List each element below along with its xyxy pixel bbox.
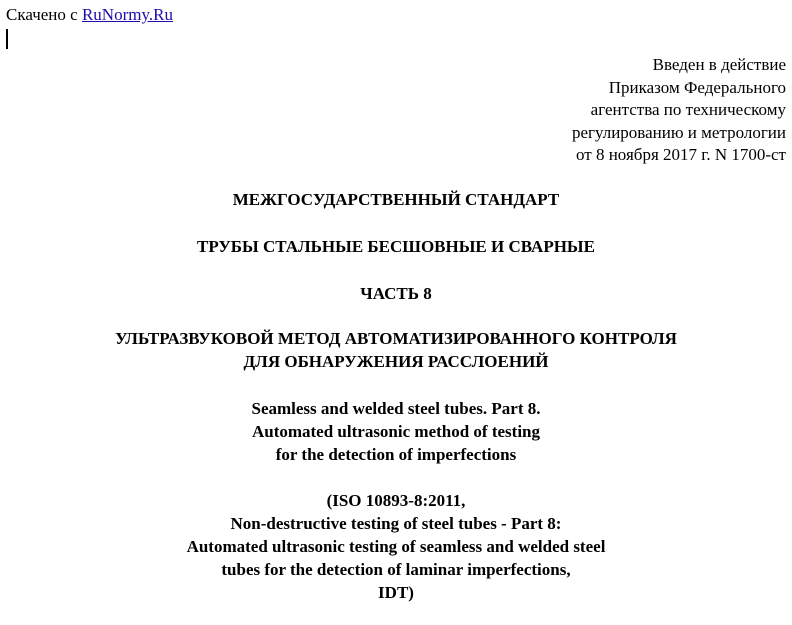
iso-line: tubes for the detection of laminar imperfections, xyxy=(221,560,571,579)
english-title-line: Seamless and welded steel tubes. Part 8. xyxy=(251,399,541,418)
iso-reference-block xyxy=(0,489,792,604)
subtitle-line: ДЛЯ ОБНАРУЖЕНИЯ РАССЛОЕНИЙ xyxy=(243,352,549,371)
document-title: ТРУБЫ СТАЛЬНЫЕ БЕСШОВНЫЕ И СВАРНЫЕ xyxy=(197,237,595,256)
enactment-line: регулированию и метрологии xyxy=(571,122,786,142)
part-heading xyxy=(0,282,792,305)
enactment-note xyxy=(572,54,786,167)
subtitle-line: УЛЬТРАЗВУКОВОЙ МЕТОД АВТОМАТИЗИРОВАННОГО КОНТРОЛЯ xyxy=(115,329,677,348)
download-source-prefix: Скачено с xyxy=(6,5,82,24)
enactment-line: агентства по техническому xyxy=(590,100,786,119)
document-title-heading xyxy=(0,235,792,258)
subtitle-heading xyxy=(0,327,792,373)
runormy-link[interactable]: RuNormy.Ru xyxy=(81,5,173,24)
iso-line: IDT) xyxy=(378,583,414,602)
enactment-line: Введен в действие xyxy=(652,55,786,74)
iso-line: (ISO 10893-8:2011, xyxy=(326,491,466,510)
iso-line: Non-destructive testing of steel tubes - Part 8: xyxy=(230,514,562,533)
english-title-line: for the detection of imperfections xyxy=(275,445,517,464)
enactment-line: Приказом Федерального xyxy=(608,77,786,97)
text-cursor xyxy=(6,29,8,49)
download-source-line xyxy=(6,5,173,25)
part-number: ЧАСТЬ 8 xyxy=(360,284,432,303)
standard-type: МЕЖГОСУДАРСТВЕННЫЙ СТАНДАРТ xyxy=(232,190,560,209)
standard-type-heading xyxy=(0,188,792,211)
enactment-line: от 8 ноября 2017 г. N 1700-ст xyxy=(576,145,786,164)
iso-line: Automated ultrasonic testing of seamless and welded steel xyxy=(186,537,606,556)
english-title-block xyxy=(0,397,792,466)
english-title-line: Automated ultrasonic method of testing xyxy=(251,422,541,441)
